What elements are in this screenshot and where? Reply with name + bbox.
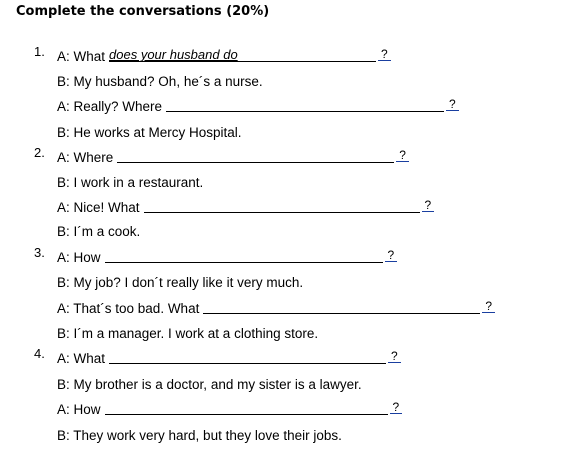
line-prefix: A: Nice! What <box>57 200 140 215</box>
conversation-1-line-4 <box>0 120 561 142</box>
line-text: B: I work in a restaurant. <box>57 175 204 190</box>
line-prefix: A: Really? Where <box>57 99 163 114</box>
line-prefix: A: That´s too bad. What <box>57 301 200 316</box>
line-prefix: A: How <box>57 402 101 417</box>
line-prefix: A: What <box>57 49 106 64</box>
answer-blank[interactable] <box>109 347 386 364</box>
item-number: 3. <box>34 245 45 260</box>
line-text: B: I´m a cook. <box>57 224 141 239</box>
answer-blank[interactable] <box>105 398 388 415</box>
conversation-3-line-2 <box>0 270 561 292</box>
answer-blank[interactable] <box>109 45 376 62</box>
line-text: B: My husband? Oh, he´s a nurse. <box>57 74 263 89</box>
question-mark: ? <box>482 300 495 313</box>
conversation-2-line-3 <box>0 195 561 217</box>
line-prefix: A: How <box>57 250 101 265</box>
conversation-4-line-2 <box>0 372 561 394</box>
line-text: B: My brother is a doctor, and my sister is a lawyer. <box>57 377 362 392</box>
conversation-3-line-4 <box>0 321 561 343</box>
answer-blank[interactable] <box>105 246 383 263</box>
conversation-1-line-1 <box>0 44 561 66</box>
question-mark: ? <box>385 249 398 262</box>
question-mark: ? <box>378 48 391 61</box>
exercise-title: Complete the conversations (20%) <box>16 4 270 19</box>
answer-blank[interactable] <box>117 146 394 163</box>
item-number: 1. <box>34 44 45 59</box>
question-mark: ? <box>388 350 401 363</box>
conversation-4-line-1 <box>0 346 561 368</box>
line-text: B: I´m a manager. I work at a clothing store. <box>57 326 319 341</box>
question-mark: ? <box>396 149 409 162</box>
answer-blank[interactable] <box>166 95 444 112</box>
conversation-2-line-1 <box>0 145 561 167</box>
question-mark: ? <box>446 98 459 111</box>
answer-blank[interactable] <box>144 196 420 213</box>
line-prefix: A: Where <box>57 150 114 165</box>
answer-blank[interactable] <box>203 297 480 314</box>
line-prefix: A: What <box>57 351 106 366</box>
conversation-1-line-2 <box>0 69 561 91</box>
line-text: B: They work very hard, but they love their jobs. <box>57 428 342 443</box>
conversation-3-line-1 <box>0 245 561 267</box>
item-number: 4. <box>34 346 45 361</box>
filled-answer: does your husband do <box>109 47 238 62</box>
conversation-2-line-4 <box>0 219 561 241</box>
conversation-1-line-3 <box>0 94 561 116</box>
conversation-3-line-3 <box>0 296 561 318</box>
conversation-2-line-2 <box>0 170 561 192</box>
item-number: 2. <box>34 145 45 160</box>
conversation-4-line-4 <box>0 423 561 445</box>
question-mark: ? <box>390 401 403 414</box>
conversation-4-line-3 <box>0 397 561 419</box>
line-text: B: He works at Mercy Hospital. <box>57 125 242 140</box>
question-mark: ? <box>422 199 435 212</box>
line-text: B: My job? I don´t really like it very much. <box>57 275 304 290</box>
